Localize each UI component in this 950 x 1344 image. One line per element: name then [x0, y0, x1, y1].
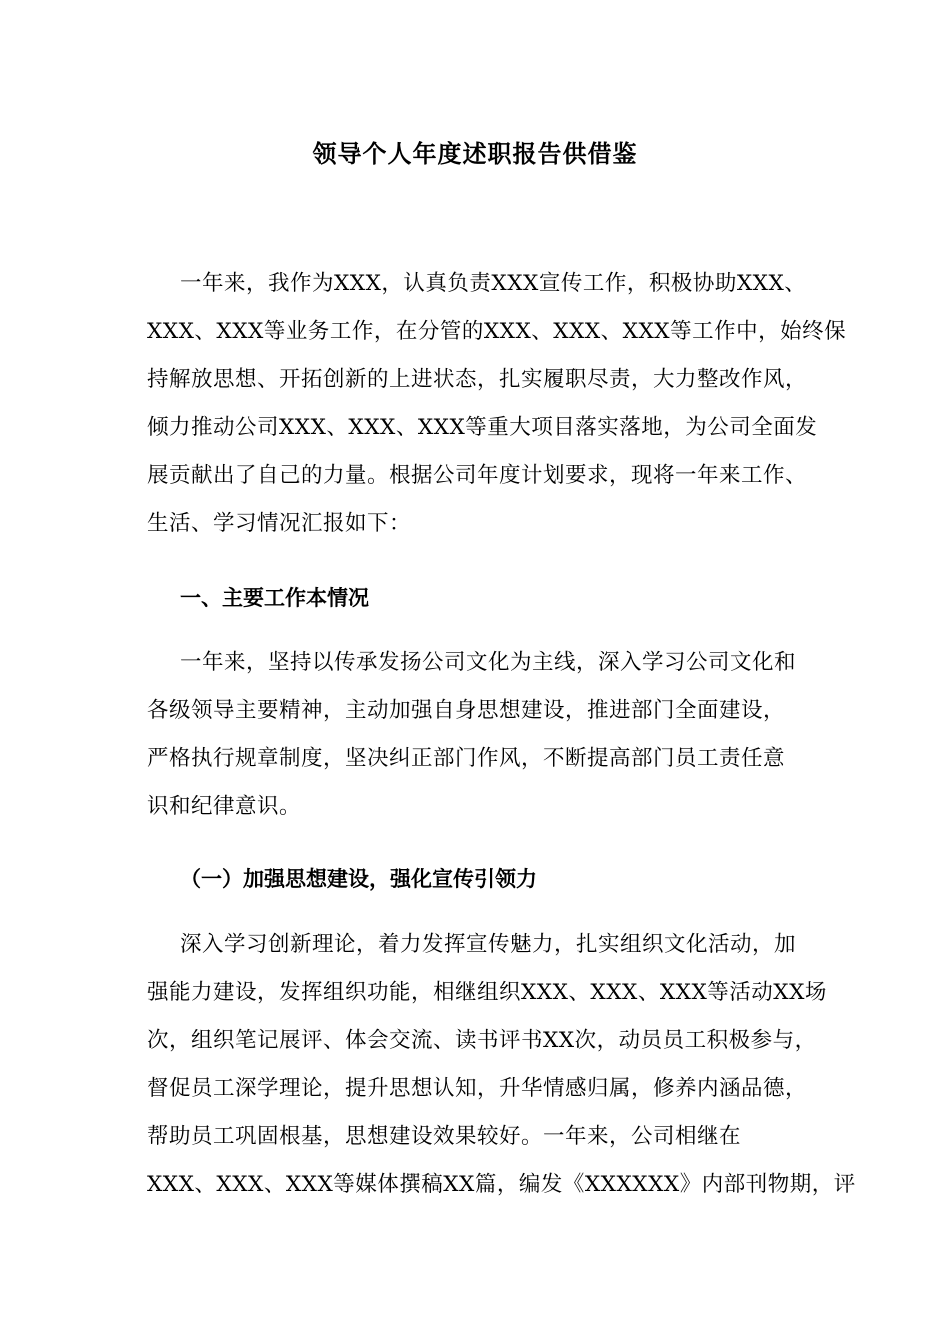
subsection-heading: （一）加强思想建设，强化宣传引领力	[180, 866, 537, 891]
document-title: 领导个人年度述职报告供借鉴	[312, 139, 638, 168]
subsection1-line-3: 次，组织笔记展评、体会交流、读书评书XX次，动员员工积极参与，	[147, 1028, 817, 1053]
section-heading: 一、主要工作本情况	[180, 585, 369, 610]
section1-line-3: 严格执行规章制度，坚决纠正部门作风，不断提高部门员工责任意	[147, 746, 786, 771]
section1-line-1: 一年来，坚持以传承发扬公司文化为主线，深入学习公司文化和	[180, 650, 797, 675]
intro-line-1: 一年来，我作为XXX，认真负责XXX宣传工作，积极协助XXX、	[180, 271, 807, 296]
intro-line-5: 展贡献出了自己的力量。根据公司年度计划要求，现将一年来工作、	[147, 463, 808, 488]
subsection1-line-4: 督促员工深学理论，提升思想认知，升华情感归属，修养内涵品德，	[147, 1076, 808, 1101]
intro-line-6: 生活、学习情况汇报如下：	[147, 511, 412, 536]
intro-line-4: 倾力推动公司XXX、XXX、XXX等重大项目落实落地，为公司全面发	[147, 415, 818, 440]
subsection1-line-2: 强能力建设，发挥组织功能，相继组织XXX、XXX、XXX等活动XX场	[147, 980, 827, 1005]
subsection1-line-6: XXX、XXX、XXX等媒体撰稿XX篇，编发《XXXXXX》内部刊物期，评	[147, 1172, 856, 1197]
section1-line-2: 各级领导主要精神，主动加强自身思想建设，推进部门全面建设，	[147, 698, 786, 723]
section1-line-4: 识和纪律意识。	[147, 794, 302, 819]
intro-line-2: XXX、XXX等业务工作，在分管的XXX、XXX、XXX等工作中，始终保	[147, 319, 847, 344]
subsection1-line-1: 深入学习创新理论，着力发挥宣传魅力，扎实组织文化活动，加	[180, 932, 797, 957]
intro-line-3: 持解放思想、开拓创新的上进状态，扎实履职尽责，大力整改作风，	[147, 367, 808, 392]
subsection1-line-5: 帮助员工巩固根基，思想建设效果较好。一年来，公司相继在	[147, 1124, 742, 1149]
